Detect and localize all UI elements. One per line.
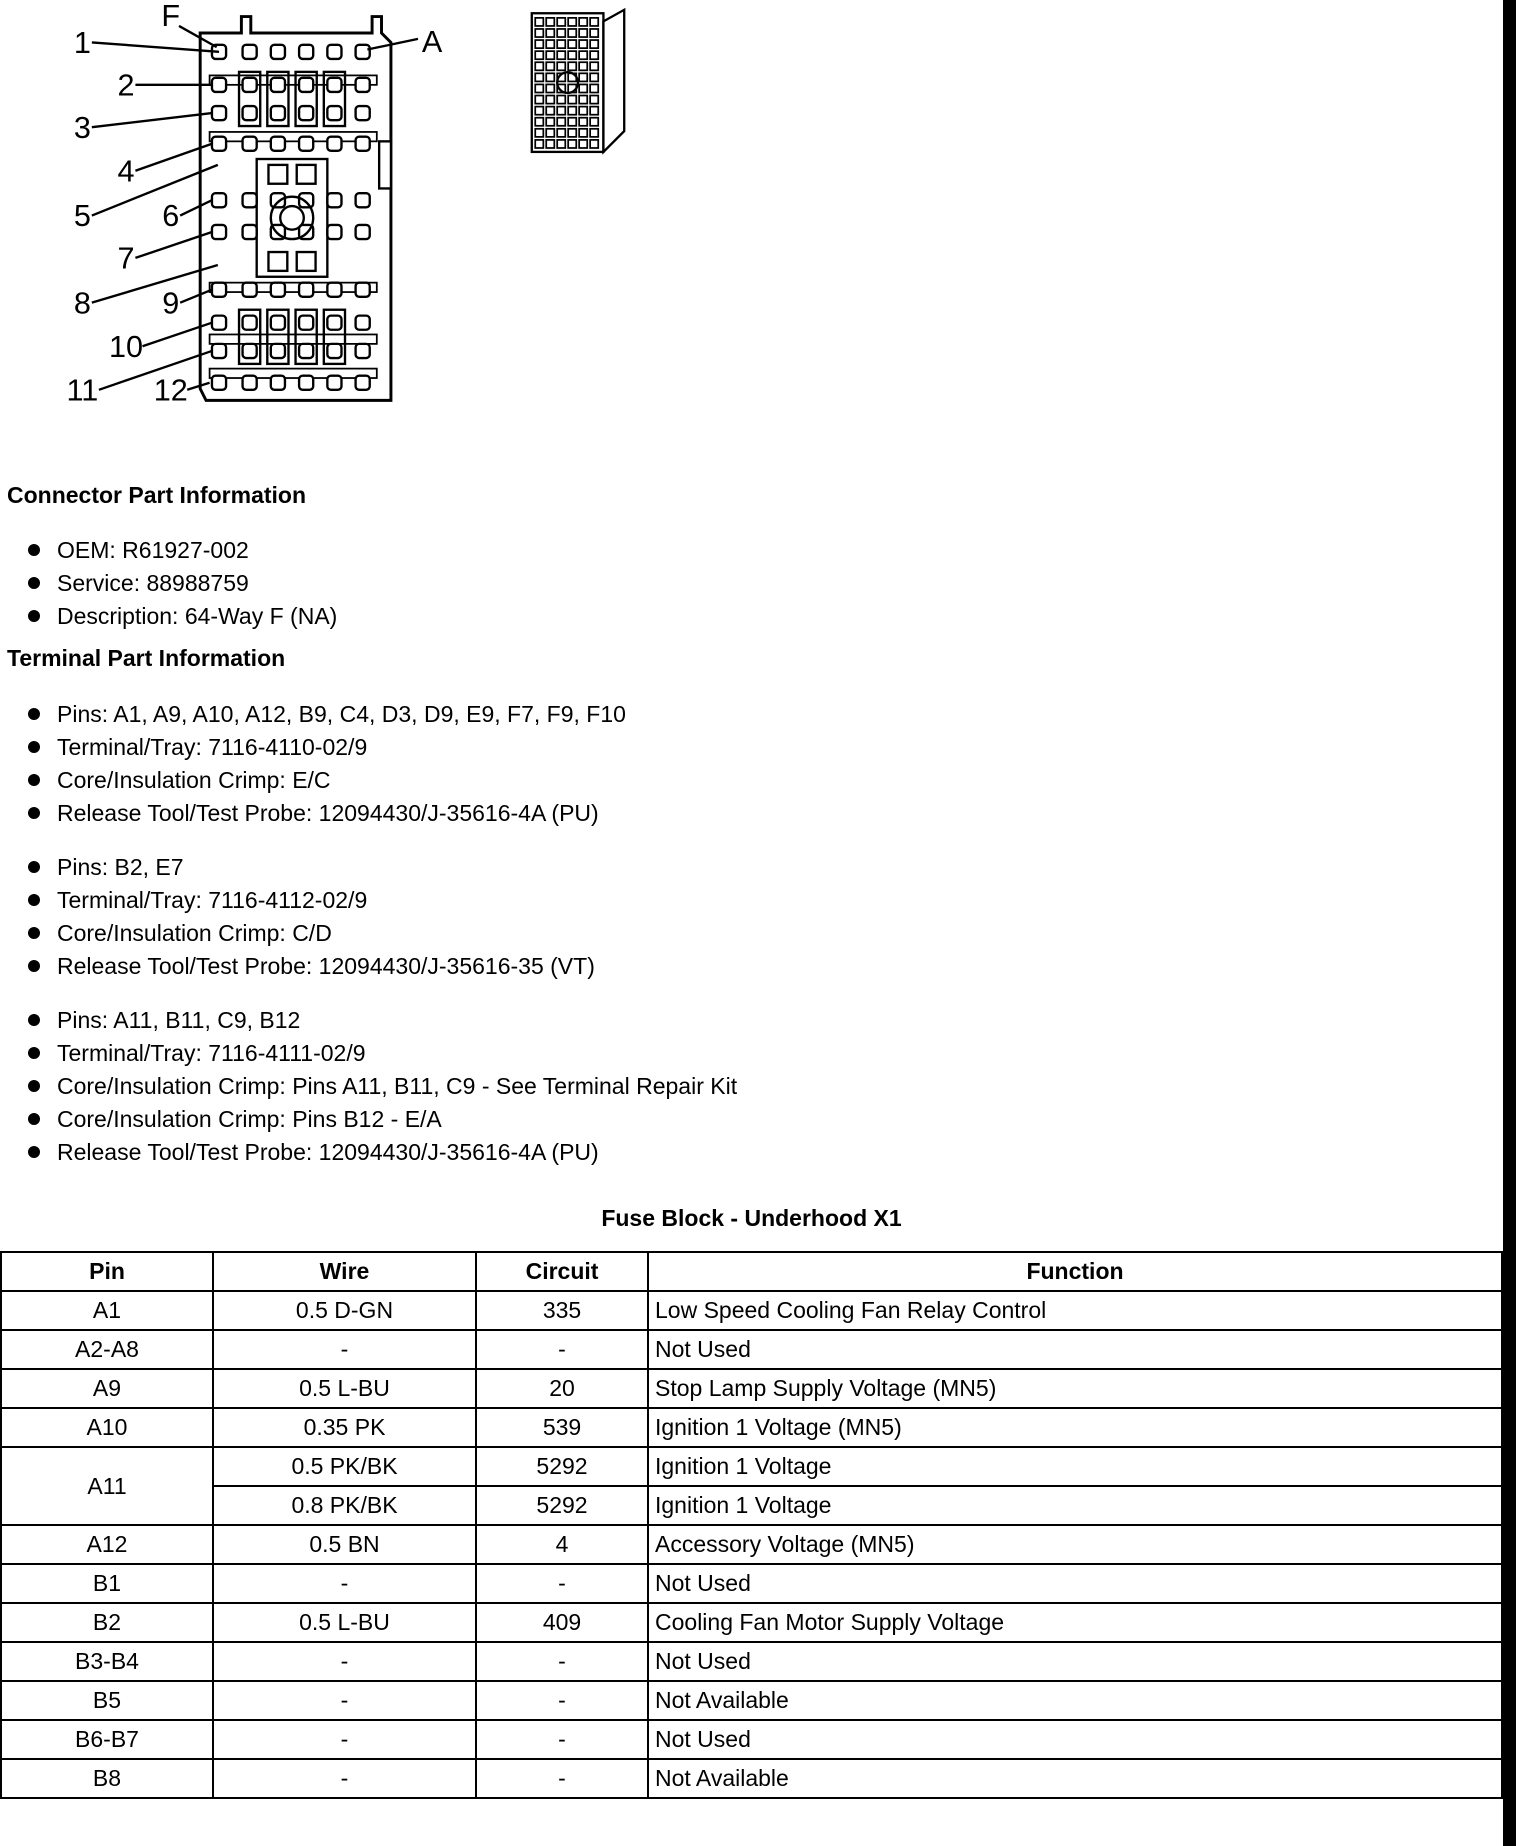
table-row: [1, 1525, 1502, 1564]
pin-cavity: [299, 45, 313, 59]
pin-cavity: [299, 376, 313, 390]
bullet-item: [28, 951, 595, 981]
row-label: 11: [66, 373, 99, 408]
pin-cell: A2-A8: [1, 1330, 213, 1369]
table-row: [1, 1447, 1502, 1486]
wire-cell: 0.8 PK/BK: [213, 1486, 476, 1525]
pin-cavity: [327, 344, 341, 358]
circuit-cell: 539: [476, 1408, 648, 1447]
circuit-cell: 4: [476, 1525, 648, 1564]
bullet-text: OEM: R61927-002: [57, 537, 249, 563]
pin-cavity: [356, 106, 370, 120]
function-cell: Not Used: [648, 1642, 1502, 1681]
pin-cavity: [271, 45, 285, 59]
bullet-icon: [28, 861, 40, 873]
pin-cell: B6-B7: [1, 1720, 213, 1759]
pin-cavity: [356, 316, 370, 330]
bullet-item: [28, 1137, 599, 1167]
pin-cavity: [243, 137, 257, 151]
pin-cell: A1: [1, 1291, 213, 1330]
header-circuit: Circuit: [476, 1252, 648, 1291]
bullet-text: Terminal/Tray: 7116-4111-02/9: [57, 1040, 366, 1066]
function-cell: Not Available: [648, 1681, 1502, 1720]
circuit-cell: -: [476, 1681, 648, 1720]
row-label: 4: [117, 154, 135, 189]
pin-cell: A9: [1, 1369, 213, 1408]
row-label: 9: [162, 286, 180, 321]
pin-cavity: [243, 106, 257, 120]
pin-cavity: [243, 78, 257, 92]
wire-cell: 0.35 PK: [213, 1408, 476, 1447]
pin-cavity: [327, 137, 341, 151]
wire-cell: -: [213, 1681, 476, 1720]
row-label: 1: [73, 26, 91, 61]
pin-cavity: [356, 283, 370, 297]
pin-cavity: [271, 344, 285, 358]
table-row: [1, 1681, 1502, 1720]
row-label: 12: [153, 373, 188, 408]
wire-cell: 0.5 D-GN: [213, 1291, 476, 1330]
bullet-item: [28, 699, 626, 729]
row-label: 2: [117, 68, 135, 103]
right-border: [1503, 0, 1516, 1846]
function-cell: Not Used: [648, 1564, 1502, 1603]
bullet-text: Release Tool/Test Probe: 12094430/J-35616-35 (VT): [57, 953, 595, 979]
circuit-cell: 335: [476, 1291, 648, 1330]
table-row: [1, 1291, 1502, 1330]
bullet-icon: [28, 544, 40, 556]
pin-cavity: [212, 225, 226, 239]
pin-cavity: [243, 344, 257, 358]
circuit-cell: -: [476, 1330, 648, 1369]
pin-cavity: [212, 78, 226, 92]
pin-cavity: [271, 283, 285, 297]
wire-cell: -: [213, 1642, 476, 1681]
circuit-cell: 5292: [476, 1486, 648, 1525]
pin-cavity: [271, 376, 285, 390]
pin-cavity: [212, 283, 226, 297]
pin-cavity: [327, 225, 341, 239]
function-cell: Accessory Voltage (MN5): [648, 1525, 1502, 1564]
column-label-a: A: [421, 24, 443, 59]
table-row: [1, 1369, 1502, 1408]
pin-cavity: [327, 193, 341, 207]
table-row: [1, 1720, 1502, 1759]
bullet-item: [28, 535, 249, 565]
bullet-text: Core/Insulation Crimp: Pins B12 - E/A: [57, 1106, 442, 1132]
circuit-cell: 409: [476, 1603, 648, 1642]
pin-cavity: [271, 106, 285, 120]
pin-cavity: [212, 137, 226, 151]
pin-cavity: [299, 316, 313, 330]
bullet-item: [28, 1104, 442, 1134]
bullet-item: [28, 798, 599, 828]
bullet-icon: [28, 708, 40, 720]
circuit-cell: 20: [476, 1369, 648, 1408]
connector-face-diagram: [0, 0, 471, 424]
pin-cavity: [356, 376, 370, 390]
pin-cavity: [299, 283, 313, 297]
pin-cell: A11: [1, 1447, 213, 1525]
row-label: 10: [108, 329, 144, 364]
pin-cell: A10: [1, 1408, 213, 1447]
bullet-text: Service: 88988759: [57, 570, 249, 596]
wire-cell: 0.5 BN: [213, 1525, 476, 1564]
bullet-text: Release Tool/Test Probe: 12094430/J-35616-4A (PU): [57, 1139, 599, 1165]
pin-cavity: [299, 137, 313, 151]
bullet-text: Pins: A1, A9, A10, A12, B9, C4, D3, D9, E9, F7, F9, F10: [57, 701, 626, 727]
wire-cell: 0.5 L-BU: [213, 1603, 476, 1642]
pin-cell: B8: [1, 1759, 213, 1798]
pin-cavity: [356, 137, 370, 151]
bullet-item: [28, 1071, 737, 1101]
pin-cavity: [299, 344, 313, 358]
bullet-icon: [28, 960, 40, 972]
table-row: [1, 1330, 1502, 1369]
function-cell: Ignition 1 Voltage: [648, 1486, 1502, 1525]
bullet-icon: [28, 741, 40, 753]
column-label-f: F: [161, 0, 181, 33]
pin-cavity: [243, 283, 257, 297]
pin-cavity: [327, 376, 341, 390]
bullet-icon: [28, 1113, 40, 1125]
row-label: 8: [73, 286, 91, 321]
bullet-text: Core/Insulation Crimp: E/C: [57, 767, 331, 793]
wire-cell: -: [213, 1564, 476, 1603]
function-cell: Stop Lamp Supply Voltage (MN5): [648, 1369, 1502, 1408]
function-cell: Low Speed Cooling Fan Relay Control: [648, 1291, 1502, 1330]
pin-cell: A12: [1, 1525, 213, 1564]
header-pin: Pin: [1, 1252, 213, 1291]
pin-cavity: [271, 193, 285, 207]
pin-cavity: [299, 78, 313, 92]
pin-cavity: [356, 344, 370, 358]
pin-cavity: [327, 316, 341, 330]
bullet-icon: [28, 1146, 40, 1158]
table-row: [1, 1564, 1502, 1603]
pin-cavity: [243, 376, 257, 390]
pin-cavity: [299, 193, 313, 207]
bullet-text: Release Tool/Test Probe: 12094430/J-35616-4A (PU): [57, 800, 599, 826]
pin-cell: B1: [1, 1564, 213, 1603]
function-cell: Ignition 1 Voltage (MN5): [648, 1408, 1502, 1447]
bullet-icon: [28, 1047, 40, 1059]
pin-cavity: [212, 106, 226, 120]
wire-cell: 0.5 L-BU: [213, 1369, 476, 1408]
bullet-text: Pins: A11, B11, C9, B12: [57, 1007, 301, 1033]
bullet-item: [28, 601, 337, 631]
pin-cavity: [356, 225, 370, 239]
pin-cavity: [212, 316, 226, 330]
bullet-text: Terminal/Tray: 7116-4112-02/9: [57, 887, 368, 913]
pin-cavity: [327, 106, 341, 120]
pin-cell: B5: [1, 1681, 213, 1720]
table-row: [1, 1642, 1502, 1681]
bullet-icon: [28, 1014, 40, 1026]
pin-cavity: [212, 193, 226, 207]
bullet-text: Terminal/Tray: 7116-4110-02/9: [57, 734, 368, 760]
circuit-cell: -: [476, 1642, 648, 1681]
function-cell: Not Available: [648, 1759, 1502, 1798]
table-row: [1, 1486, 1502, 1525]
function-cell: Not Used: [648, 1330, 1502, 1369]
row-label: 7: [117, 241, 135, 276]
row-label: 3: [73, 110, 91, 145]
bullet-text: Core/Insulation Crimp: Pins A11, B11, C9 - See Terminal Repair Kit: [57, 1073, 738, 1099]
function-cell: Ignition 1 Voltage: [648, 1447, 1502, 1486]
bullet-item: [28, 885, 367, 915]
terminal-part-heading: Terminal Part Information: [7, 645, 286, 671]
wire-cell: 0.5 PK/BK: [213, 1447, 476, 1486]
pin-cavity: [356, 193, 370, 207]
pin-cavity: [243, 316, 257, 330]
bullet-icon: [28, 894, 40, 906]
wire-cell: -: [213, 1720, 476, 1759]
bullet-icon: [28, 577, 40, 589]
pin-cavity: [212, 376, 226, 390]
pin-cell: B2: [1, 1603, 213, 1642]
table-title: Fuse Block - Underhood X1: [601, 1205, 902, 1231]
bullet-icon: [28, 1080, 40, 1092]
pin-cavity: [327, 78, 341, 92]
bullet-item: [28, 918, 332, 948]
pin-cavity: [271, 78, 285, 92]
circuit-cell: -: [476, 1720, 648, 1759]
circuit-cell: -: [476, 1759, 648, 1798]
circuit-cell: -: [476, 1564, 648, 1603]
pin-cavity: [299, 106, 313, 120]
pinout-table: [0, 1251, 1503, 1799]
connector-part-heading: Connector Part Information: [7, 482, 307, 508]
bullet-item: [28, 852, 184, 882]
bullet-icon: [28, 927, 40, 939]
bullet-icon: [28, 610, 40, 622]
bullet-icon: [28, 807, 40, 819]
table-row: [1, 1759, 1502, 1798]
pin-cavity: [243, 225, 257, 239]
pin-cell: B3-B4: [1, 1642, 213, 1681]
bullet-item: [28, 1038, 366, 1068]
bullet-item: [28, 765, 331, 795]
bullet-text: Core/Insulation Crimp: C/D: [57, 920, 332, 946]
function-cell: Not Used: [648, 1720, 1502, 1759]
bullet-item: [28, 732, 367, 762]
pin-cavity: [243, 45, 257, 59]
wire-cell: -: [213, 1330, 476, 1369]
pin-cavity: [356, 45, 370, 59]
wire-cell: -: [213, 1759, 476, 1798]
pin-cavity: [356, 78, 370, 92]
pin-cavity: [327, 283, 341, 297]
table-header-row: [1, 1252, 1502, 1291]
function-cell: Cooling Fan Motor Supply Voltage: [648, 1603, 1502, 1642]
row-label: 5: [73, 199, 91, 234]
row-label: 6: [162, 199, 180, 234]
header-wire: Wire: [213, 1252, 476, 1291]
connector-isometric-thumbnail: [526, 4, 630, 160]
table-row: [1, 1603, 1502, 1642]
pin-cavity: [271, 316, 285, 330]
header-function: Function: [648, 1252, 1502, 1291]
bullet-icon: [28, 774, 40, 786]
bullet-text: Pins: B2, E7: [57, 854, 184, 880]
pin-cavity: [327, 45, 341, 59]
pin-cavity: [243, 193, 257, 207]
bullet-text: Description: 64-Way F (NA): [57, 603, 338, 629]
circuit-cell: 5292: [476, 1447, 648, 1486]
table-row: [1, 1408, 1502, 1447]
bullet-item: [28, 568, 249, 598]
pin-cavity: [212, 344, 226, 358]
pin-cavity: [271, 137, 285, 151]
bullet-item: [28, 1005, 300, 1035]
